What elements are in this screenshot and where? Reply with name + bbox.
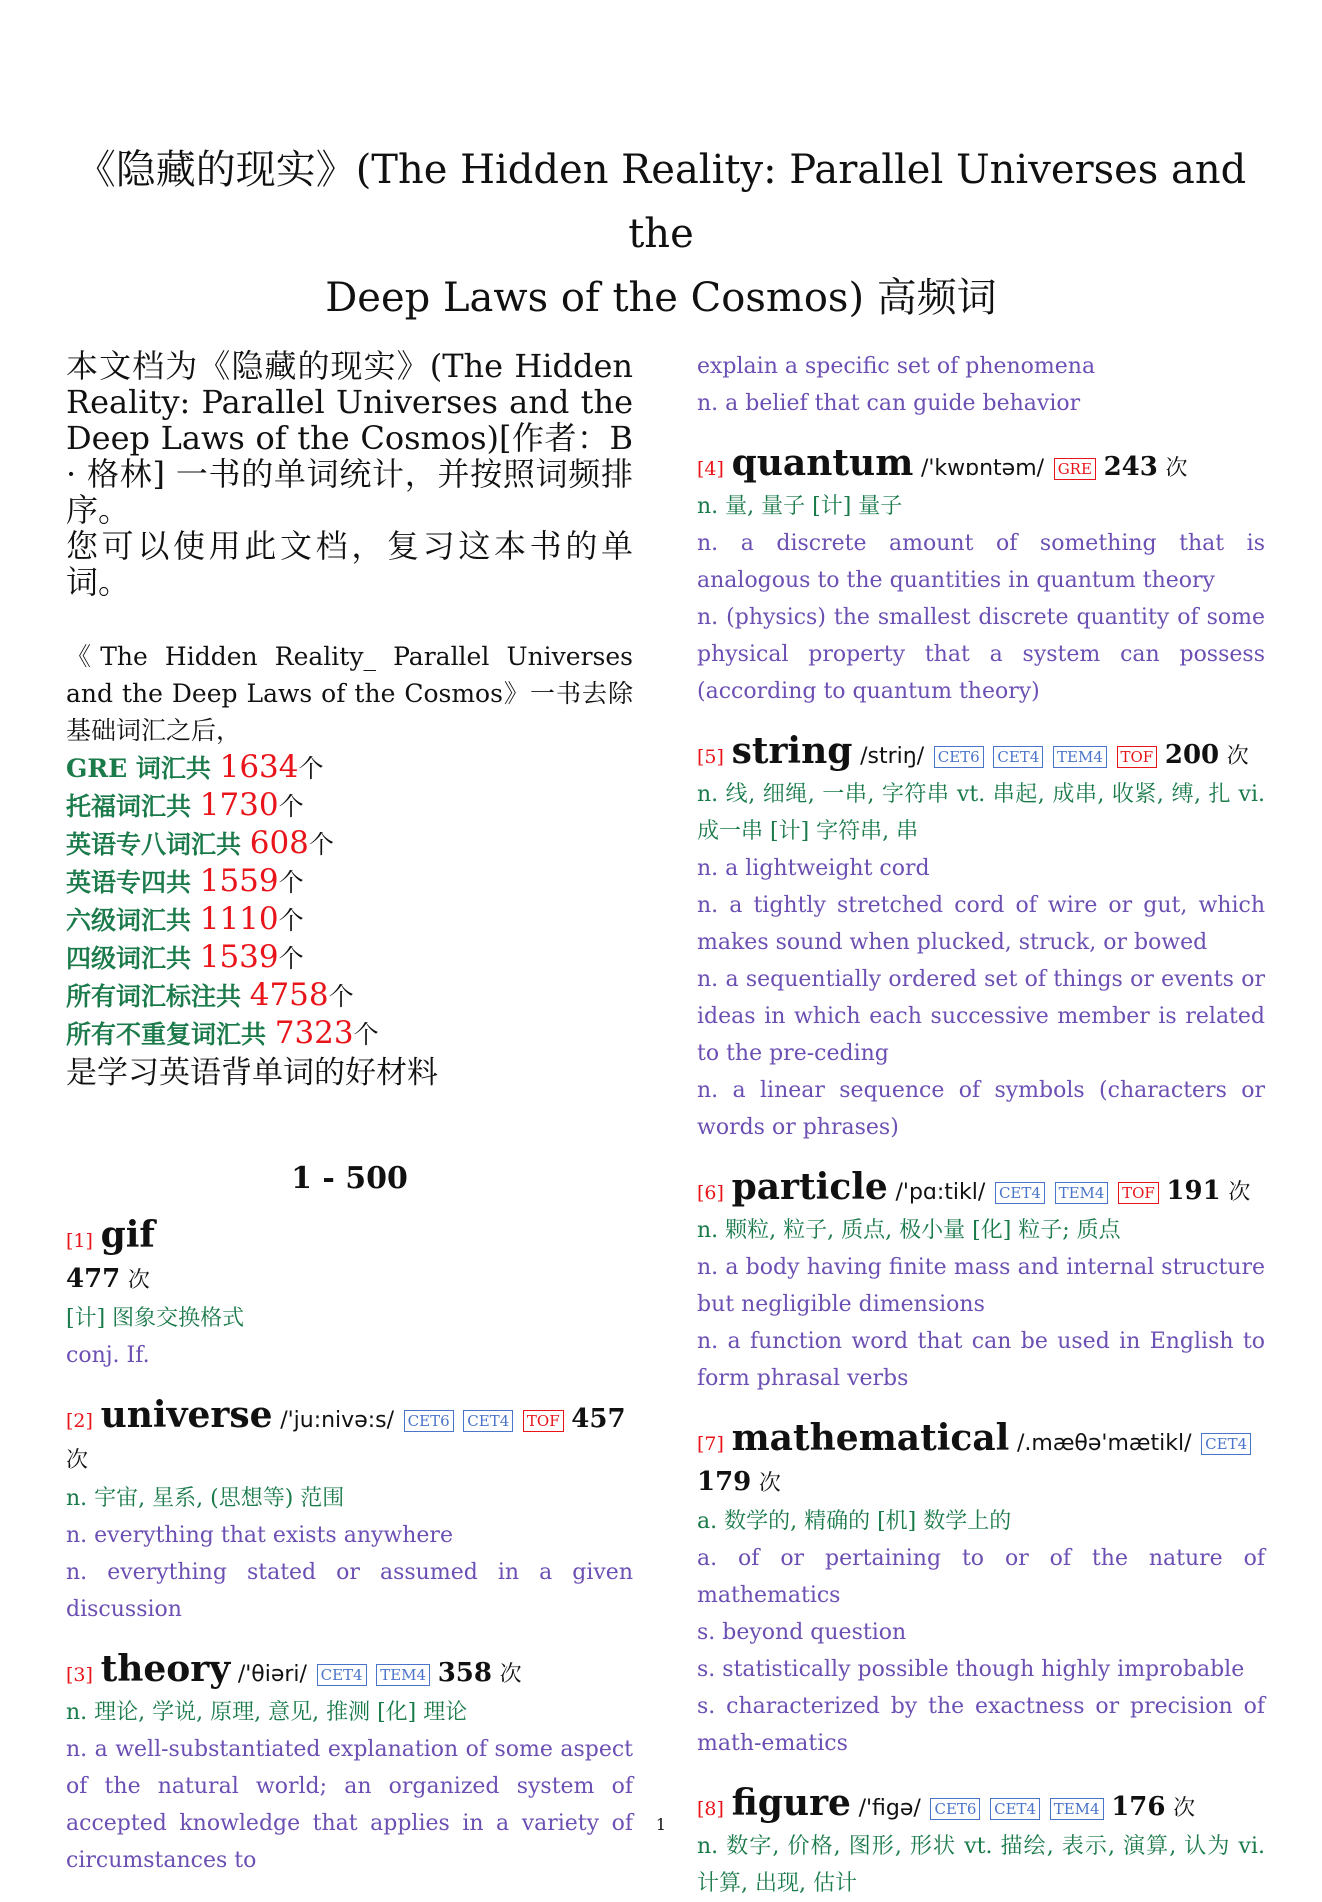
entry-en: n. a discrete amount of something that is analogous to the quantities in quantum theory [697,531,1265,593]
title-line-2: Deep Laws of the Cosmos) 高频词 [325,275,997,321]
entry-zh: n. 理论, 学说, 原理, 意见, 推测 [化] 理论 [66,1700,468,1725]
entry-en: s. statistically possible though highly improbable [697,1657,1245,1682]
entry-zh: a. 数学的, 精确的 [机] 数学上的 [697,1509,1012,1534]
entry-quantum: [4] quantum /'kwɒntəm/ GRE 243 次 n. 量, 量子 [计] 量子 n. a discrete amount of something that is analogous to the quantities in quantum theory n. (physics) the smallest discrete quantity of some physical property that a system can possess (according to quantum theory) [697,444,1265,710]
entry-zh: n. 量, 量子 [计] 量子 [697,494,903,519]
tag-badge: TEM4 [1053,746,1107,768]
entry-index: [7] [697,1433,724,1455]
entry-word: quantum [731,442,914,484]
tag-badge: CET4 [990,1798,1040,1820]
tag-badge: TEM4 [376,1664,430,1686]
entry-gif: [1] gif 477 次 [计] 图象交换格式 conj. If. [66,1216,633,1374]
tag-badge: CET6 [934,746,984,768]
entry-en: n. everything that exists anywhere [66,1523,453,1548]
tag-badge: CET4 [463,1410,513,1432]
tag-badge: CET6 [404,1410,454,1432]
tag-badge: CET4 [1201,1433,1251,1455]
intro-paragraph: 本文档为《隐藏的现实》(The Hidden Reality: Parallel Universes and the Deep Laws of the Cosmos)[作者：B · 格林] 一书的单词统计，并按照词频排序。 [66,347,633,529]
entry-count: 358 [437,1658,492,1688]
entry-mathematical: [7] mathematical /.mæθə'mætikl/ CET4 179 次 a. 数学的, 精确的 [机] 数学上的 a. of or pertaining to or of the nature of mathematics s. beyond question s. statistically possible though highly improbable s. characterized by the exactness or precision of math-ematics [697,1419,1265,1762]
left-column [66,348,633,1879]
tag-badge: TOF [1117,746,1158,768]
entry-word: figure [731,1782,851,1824]
entry-ipa: /'figə/ [858,1796,921,1821]
entry-zh: n. 宇宙, 星系, (思想等) 范围 [66,1486,345,1511]
entry-particle: [6] particle /'pɑ:tikl/ CET4 TEM4 TOF 191 次 n. 颗粒, 粒子, 质点, 极小量 [化] 粒子; 质点 n. a body having finite mass and internal structure but negligible dimensions n. a function word that can be used in English to form phrasal verbs [697,1168,1265,1397]
tag-badge: CET4 [317,1664,367,1686]
tag-badge: TEM4 [1050,1798,1104,1820]
stat-tem8: 英语专八词汇共 608个 [66,825,334,861]
tag-badge: CET4 [995,1182,1045,1204]
entry-index: [5] [697,746,724,768]
tag-badge: CET6 [930,1798,980,1820]
entry-count: 179 [697,1467,752,1497]
entry-en: s. characterized by the exactness or precision of math-ematics [697,1694,1265,1756]
entry-en: n. a sequentially ordered set of things or events or ideas in which each successive member is related to the pre-ceding [697,967,1265,1066]
stat-all-tagged: 所有词汇标注共 4758个 [66,977,354,1013]
entry-en: n. a belief that can guide behavior [697,391,1081,416]
entry-index: [6] [697,1182,724,1204]
stat-tem4: 英语专四共 1559个 [66,863,304,899]
tag-badge: TOF [1118,1182,1159,1204]
entry-en: n. a body having finite mass and internal structure but negligible dimensions [697,1255,1265,1317]
entry-en: n. a lightweight cord [697,856,930,881]
entry-en-continued: explain a specific set of phenomena [697,354,1096,379]
entry-word: universe [100,1394,273,1436]
page-number: 1 [655,1815,667,1834]
entry-count: 477 [66,1264,121,1294]
tag-badge: GRE [1054,458,1096,480]
entry-en: s. beyond question [697,1620,907,1645]
entry-ipa: /'kwɒntəm/ [920,456,1045,481]
entry-en: n. a linear sequence of symbols (characters or words or phrases) [697,1078,1265,1140]
entry-en: conj. If. [66,1343,150,1368]
entry-index: [3] [66,1664,93,1686]
tag-badge: CET4 [993,746,1043,768]
entry-word: gif [100,1214,155,1256]
entry-count: 243 [1103,452,1158,482]
stat-cet4: 四级词汇共 1539个 [66,939,304,975]
vocab-stats-list [66,749,633,1053]
entry-en: a. of or pertaining to or of the nature of mathematics [697,1546,1265,1608]
tag-badge: TOF [523,1410,564,1432]
document-title [60,138,1262,330]
closing-line: 是学习英语背单词的好材料 [66,1055,438,1091]
intro-review-note: 您可以使用此文档，复习这本书的单词。 [66,527,633,601]
entry-ipa: /.mæθə'mætikl/ [1016,1431,1192,1456]
range-heading: 1 - 500 [291,1161,408,1196]
entry-ipa: /striŋ/ [860,744,925,769]
stat-gre: GRE 词汇共 1634个 [66,749,324,785]
entry-figure: [8] figure /'figə/ CET6 CET4 TEM4 176 次 n. 数字, 价格, 图形, 形状 vt. 描绘, 表示, 演算, 认为 vi. 计算, 出现, 估计 [697,1784,1265,1902]
stat-toefl: 托福词汇共 1730个 [66,787,304,823]
entry-ipa: /'θiəri/ [237,1662,307,1687]
entry-word: mathematical [731,1417,1010,1459]
right-column [697,348,1265,1902]
entry-word: string [731,730,853,772]
entry-en: n. a well-substantiated explanation of some aspect of the natural world; an organized system of accepted knowledge that applies in a variety of circumstances to [66,1737,633,1873]
entry-en: n. a tightly stretched cord of wire or gut, which makes sound when plucked, struck, or bowed [697,893,1265,955]
entry-en: n. everything stated or assumed in a given discussion [66,1560,633,1622]
entry-count: 176 [1111,1792,1166,1822]
entry-index: [1] [66,1230,93,1252]
tag-badge: TEM4 [1055,1182,1109,1204]
entry-en: n. (physics) the smallest discrete quantity of some physical property that a system can possess (according to quantum theory) [697,605,1265,704]
stat-all-unique: 所有不重复词汇共 7323个 [66,1015,379,1051]
entry-ipa: /'pɑ:tikl/ [895,1180,986,1205]
entry-index: [8] [697,1798,724,1820]
title-line-1: 《隐藏的现实》(The Hidden Reality: Parallel Universes and the [75,147,1247,257]
entry-index: [2] [66,1410,93,1432]
entry-string: [5] string /striŋ/ CET6 CET4 TEM4 TOF 200 次 n. 线, 细绳, 一串, 字符串 vt. 串起, 成串, 收紧, 缚, 扎 vi. 成一串 [计] 字符串, 串 n. a lightweight cord n. a tightly stretched cord of wire or gut, which makes sound when plucked, struck, or bowed n. a sequentially ordered set of things or events or ideas in which each successive member is related to the pre-ceding n. a linear sequence of symbols (characters or words or phrases) [697,732,1265,1146]
entry-zh: [计] 图象交换格式 [66,1306,245,1331]
entry-count: 457 [571,1404,626,1434]
entry-zh: n. 颗粒, 粒子, 质点, 极小量 [化] 粒子; 质点 [697,1218,1121,1243]
intro-summary: 《The Hidden Reality_ Parallel Universes and the Deep Laws of the Cosmos》一书去除基础词汇之后， [66,642,633,745]
entry-theory: [3] theory /'θiəri/ CET4 TEM4 358 次 n. 理论, 学说, 原理, 意见, 推测 [化] 理论 n. a well-substantiated explanation of some aspect of the natural world; an organized system of accepted knowledge that applies in a variety of circumstances to [66,1650,633,1879]
entry-count: 200 [1164,740,1220,770]
stat-cet6: 六级词汇共 1110个 [66,901,304,937]
entry-ipa: /'ju:nivə:s/ [280,1408,395,1433]
entry-zh: n. 数字, 价格, 图形, 形状 vt. 描绘, 表示, 演算, 认为 vi. 计算, 出现, 估计 [697,1834,1265,1896]
entry-index: [4] [697,458,724,480]
entry-count: 191 [1166,1176,1221,1206]
entry-zh: n. 线, 细绳, 一串, 字符串 vt. 串起, 成串, 收紧, 缚, 扎 vi. 成一串 [计] 字符串, 串 [697,782,1265,844]
entry-universe: [2] universe /'ju:nivə:s/ CET6 CET4 TOF 457 次 n. 宇宙, 星系, (思想等) 范围 n. everything that exists anywhere n. everything stated or assumed in a given discussion [66,1396,633,1628]
entry-word: theory [100,1648,231,1690]
entry-en: n. a function word that can be used in English to form phrasal verbs [697,1329,1265,1391]
entry-word: particle [731,1166,888,1208]
